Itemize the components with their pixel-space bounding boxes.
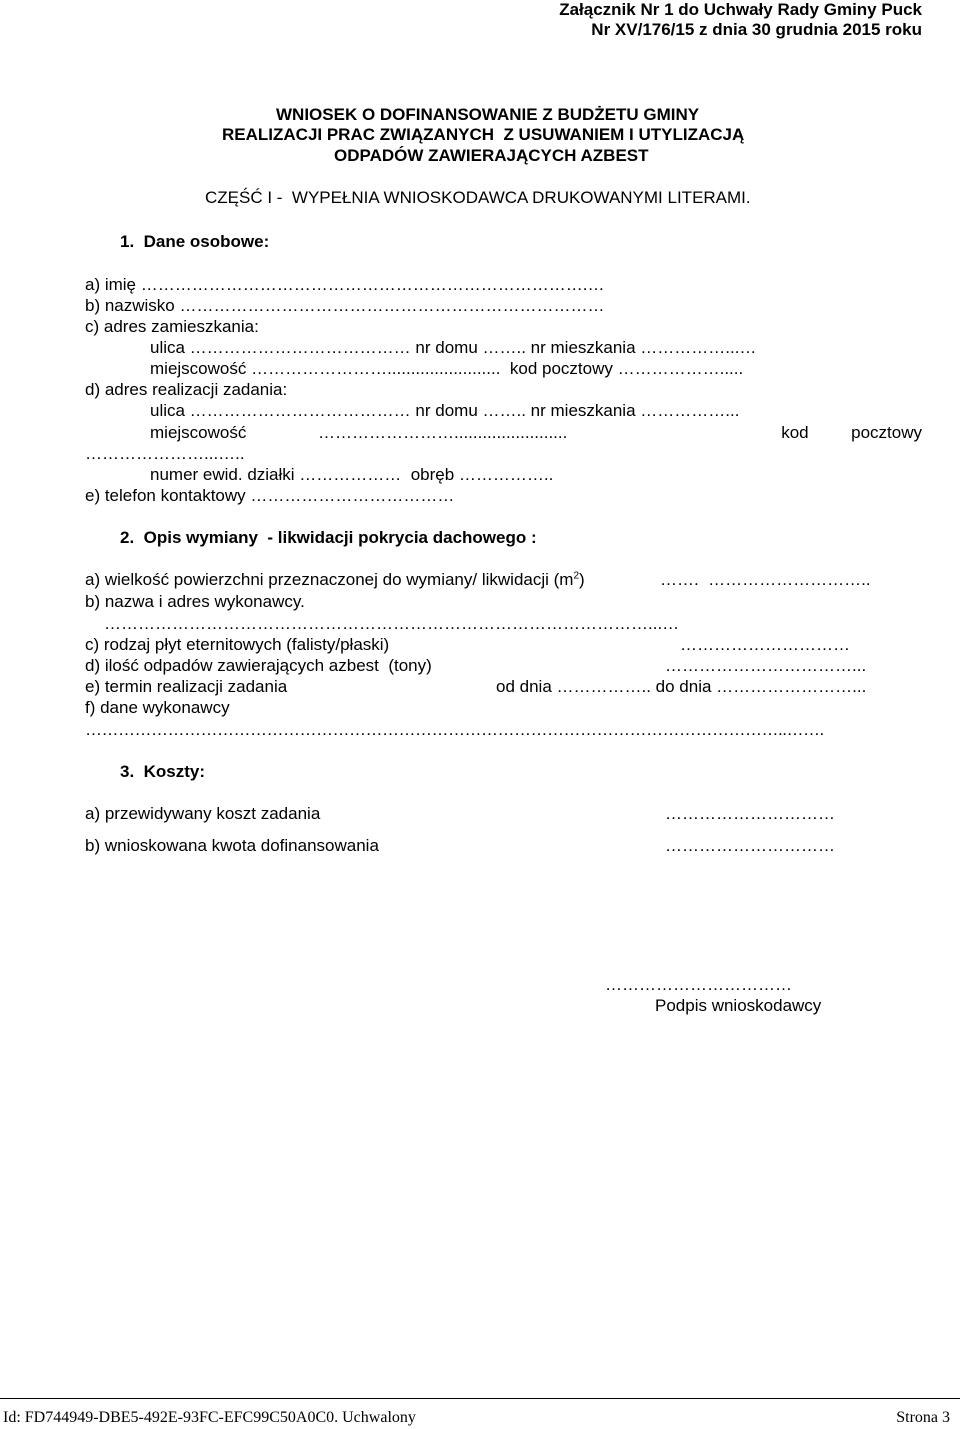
title-line-1: WNIOSEK O DOFINANSOWANIE Z BUDŻETU GMINY — [276, 105, 700, 124]
field-numer-ewid: numer ewid. działki ……………… obręb …………….. — [150, 465, 554, 484]
field-koszt-dots: ………………………… — [665, 804, 835, 823]
field-rodzaj-dots: ………………………… — [680, 635, 850, 654]
field-dane-dots: ………………………………………………………………………………………………………………..……. — [85, 720, 824, 739]
field-kwota: b) wnioskowana kwota dofinansowania — [85, 836, 379, 855]
field-wykonawca: b) nazwa i adres wykonawcy. — [85, 592, 305, 611]
part-instruction: CZĘŚĆ I - WYPEŁNIA WNIOSKODAWCA DRUKOWANYMI LITERAMI. — [205, 188, 751, 207]
unit-superscript: 2 — [573, 570, 580, 582]
footer-id: Id: FD744949-DBE5-492E-93FC-EFC99C50A0C0. Uchwalony — [3, 1409, 416, 1426]
field-termin-dates: od dnia …………….. do dnia ……………………... — [496, 677, 867, 696]
field-wykonawca-dots: ……………………………………………………………………………………...… — [104, 614, 680, 633]
section-1-heading: 1. Dane osobowe: — [120, 232, 270, 251]
field-zam-miejscowosc: miejscowość ……………………........................ kod pocztowy ………………..... — [150, 359, 744, 378]
field-dane-wykonawcy: f) dane wykonawcy — [85, 698, 230, 717]
field-rodzaj: c) rodzaj płyt eternitowych (falisty/płaski) — [85, 635, 390, 654]
field-real-kod-label: kod pocztowy — [781, 423, 922, 442]
section-3-heading: 3. Koszty: — [120, 762, 206, 781]
field-real-miejscowosc-dots: ……………………........................ — [318, 423, 568, 442]
footer-page: Strona 3 — [896, 1409, 950, 1426]
field-termin: e) termin realizacji zadania — [85, 677, 288, 696]
field-imie: a) imię …………………………………………………………………….… — [85, 275, 605, 294]
field-koszt: a) przewidywany koszt zadania — [85, 804, 321, 823]
field-zam-ulica: ulica ………………………………… nr domu …….. nr mieszkania ……………...… — [150, 338, 757, 357]
field-ilosc: d) ilość odpadów zawierających azbest (tony) — [85, 656, 432, 675]
field-telefon: e) telefon kontaktowy ……………………………… — [85, 486, 455, 505]
field-wielkosc-dots: ……. ……………………….. — [660, 570, 871, 589]
field-real-kod-dots: …………………...….. — [85, 444, 245, 463]
title-line-3: ODPADÓW ZAWIERAJĄCYCH AZBEST — [334, 146, 649, 165]
section-2-heading: 2. Opis wymiany - likwidacji pokrycia dachowego : — [120, 528, 537, 547]
field-adres-zamieszkania: c) adres zamieszkania: — [85, 317, 259, 336]
signature-label: Podpis wnioskodawcy — [655, 996, 822, 1015]
field-kwota-dots: ………………………… — [665, 836, 835, 855]
field-nazwisko: b) nazwisko ………………………………………………………………… — [85, 296, 605, 315]
attachment-line-2: Nr XV/176/15 z dnia 30 grudnia 2015 roku — [591, 20, 922, 39]
field-adres-realizacji: d) adres realizacji zadania: — [85, 380, 288, 399]
field-ilosc-dots: ……………………………... — [665, 656, 867, 675]
title-line-2: REALIZACJI PRAC ZWIĄZANYCH Z USUWANIEM I UTYLIZACJĄ — [222, 125, 745, 144]
field-real-miejscowosc: miejscowość — [150, 423, 247, 442]
signature-dots: …………………………… — [605, 975, 792, 994]
field-real-ulica: ulica ………………………………… nr domu …….. nr mieszkania ……………... — [150, 401, 740, 420]
attachment-line-1: Załącznik Nr 1 do Uchwały Rady Gminy Puck — [559, 0, 922, 19]
field-wielkosc: a) wielkość powierzchni przeznaczonej do wymiany/ likwidacji $(m^2)$ — [85, 570, 585, 589]
